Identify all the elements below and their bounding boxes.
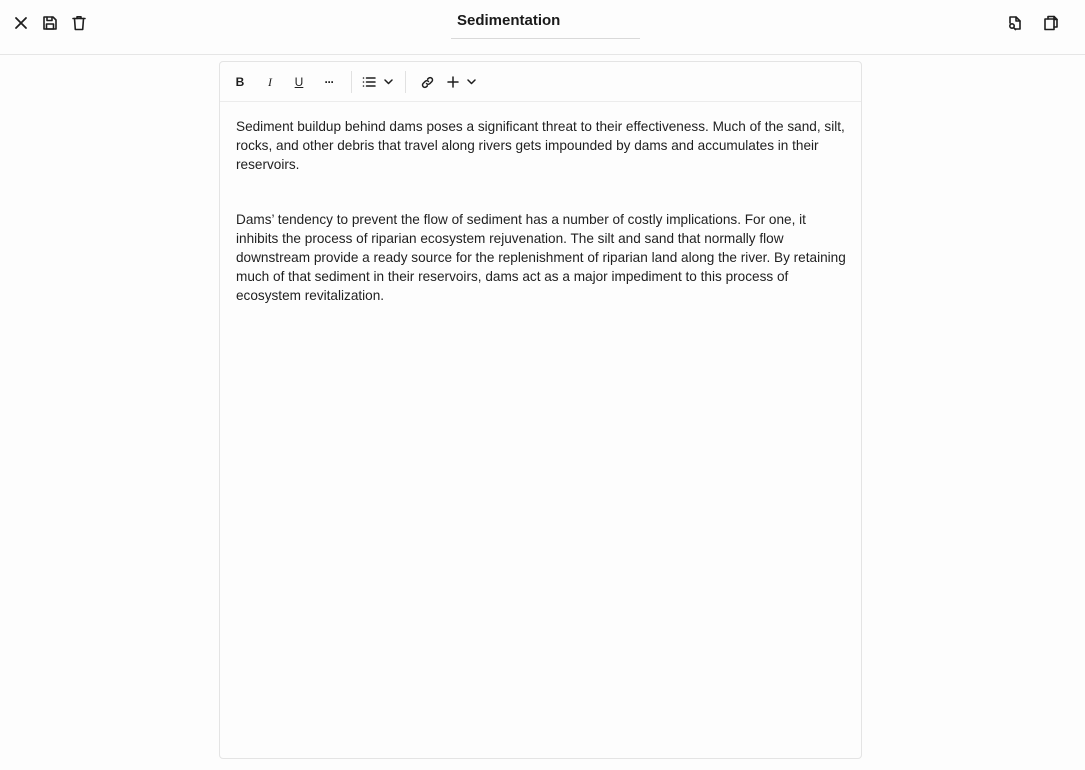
underline-button[interactable] (291, 71, 307, 93)
close-icon (12, 14, 30, 32)
topbar-left-actions (7, 8, 92, 37)
document-body[interactable] (236, 117, 848, 341)
topbar-right-actions (1001, 8, 1064, 37)
list-options-dropdown[interactable] (382, 71, 394, 93)
paragraph[interactable]: Dams’ tendency to prevent the flow of sediment has a number of costly implications. For one, it inhibits the process of riparian ecosystem rejuvenation. The silt and sand that normally flow downstream provide a ready source for the replenishment of riparian land along the river. By retaining much of that sediment in their reservoirs, dams act as a major impediment to this process of ecosystem revitalization. (236, 211, 846, 304)
save-icon (41, 14, 59, 32)
document-title[interactable]: Sedimentation (457, 12, 561, 29)
paragraph[interactable]: Sediment buildup behind dams poses a significant threat to their effectiveness. Much of the sand, silt, rocks, and other debris that travel along rivers gets impounded by dams and accumulates in their reservoirs. (236, 119, 845, 173)
bold-label: B (235, 75, 245, 89)
save-button[interactable] (36, 8, 63, 37)
more-formatting-button[interactable] (319, 71, 339, 93)
chevron-down-icon (384, 79, 393, 85)
export-button[interactable] (1001, 8, 1028, 37)
top-bar (0, 0, 1085, 55)
delete-button[interactable] (65, 8, 92, 37)
link-icon (421, 76, 434, 89)
insert-button[interactable] (445, 71, 461, 93)
toolbar-divider (405, 71, 406, 93)
bold-button[interactable] (232, 71, 248, 93)
underline-label: U (294, 75, 304, 89)
export-file-icon (1006, 14, 1024, 32)
more-label: ··· (324, 75, 334, 89)
editor-panel (219, 61, 862, 759)
list-button[interactable] (361, 71, 377, 93)
trash-icon (70, 14, 88, 32)
toolbar-divider (351, 71, 352, 93)
list-icon (362, 76, 376, 88)
close-button[interactable] (7, 8, 34, 37)
italic-button[interactable] (262, 71, 278, 93)
copy-button[interactable] (1037, 8, 1064, 37)
title-field[interactable] (451, 10, 640, 39)
insert-options-dropdown[interactable] (465, 71, 477, 93)
plus-icon (447, 76, 459, 88)
link-button[interactable] (419, 71, 435, 93)
copy-icon (1042, 14, 1060, 32)
chevron-down-icon (467, 79, 476, 85)
formatting-toolbar (220, 62, 861, 102)
italic-label: I (268, 74, 272, 89)
